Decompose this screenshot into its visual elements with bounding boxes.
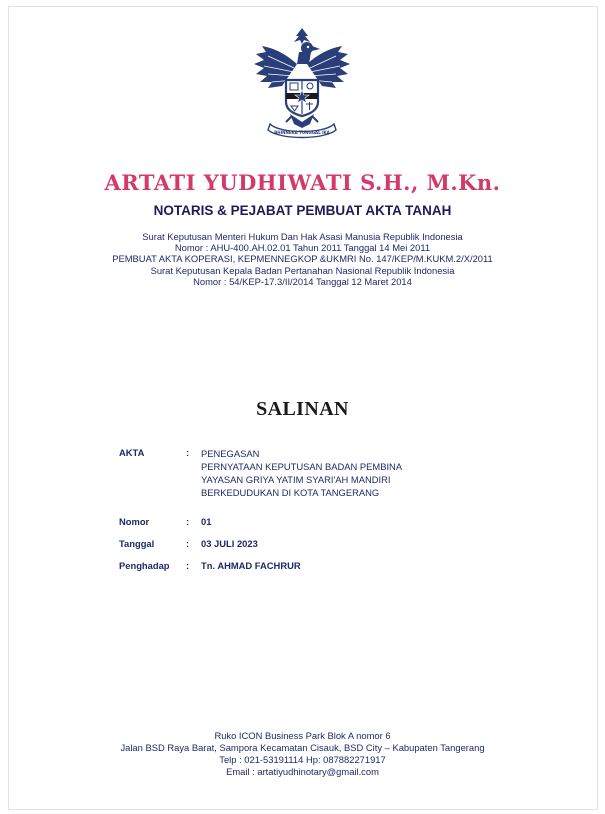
decree-line: PEMBUAT AKTA KOPERASI, KEPMENNEGKOP &UKMRI No. 147/KEP/M.KUKM.2/X/2011: [112, 253, 493, 265]
akta-line: PERNYATAAN KEPUTUSAN BADAN PEMBINA: [201, 461, 403, 472]
nomor-label: Nomor: [119, 516, 150, 527]
penghadap-separator: :: [186, 560, 190, 571]
akta-description: [201, 447, 402, 499]
notary-name: ARTATI YUDHIWATI S.H., M.Kn.: [104, 170, 501, 195]
decree-line: Surat Keputusan Menteri Hukum Dan Hak Asasi Manusia Republik Indonesia: [142, 231, 463, 242]
penghadap-value: Tn. AHMAD FACHRUR: [201, 560, 301, 571]
nomor-separator: :: [186, 516, 190, 527]
garuda-emblem-icon: [250, 24, 354, 140]
tanggal-separator: :: [186, 538, 190, 549]
akta-label: AKTA: [119, 447, 145, 458]
notary-title: NOTARIS & PEJABAT PEMBUAT AKTA TANAH: [153, 203, 452, 218]
tanggal-value: 03 JULI 2023: [201, 538, 258, 549]
penghadap-label: Penghadap: [119, 560, 170, 571]
address-line: Jalan BSD Raya Barat, Sampora Kecamatan Cisauk, BSD City – Kabupaten Tangerang: [120, 742, 485, 753]
decree-line: Nomor : AHU-400.AH.02.01 Tahun 2011 Tanggal 14 Mei 2011: [174, 242, 431, 254]
document-heading: SALINAN: [256, 398, 349, 420]
akta-line: BERKEDUDUKAN DI KOTA TANGERANG: [201, 487, 380, 498]
phone-line: Telp : 021-53191114 Hp: 087882271917: [219, 754, 386, 765]
decree-line: Surat Keputusan Kepala Badan Pertanahan Nasional Republik Indonesia: [150, 264, 455, 276]
office-address: [0, 730, 605, 778]
akta-line: YAYASAN GRIYA YATIM SYARI'AH MANDIRI: [201, 474, 391, 485]
address-line: Ruko ICON Business Park Blok A nomor 6: [214, 730, 391, 741]
akta-separator: :: [186, 447, 190, 458]
nomor-value: 01: [201, 516, 212, 527]
decree-block: [0, 231, 605, 287]
tanggal-label: Tanggal: [119, 538, 155, 549]
email-line: Email : artatiyudhinotary@gmail.com: [226, 766, 379, 777]
emblem-motto: BHINNEKA TUNGGAL IKA: [274, 130, 330, 135]
akta-line: PENEGASAN: [201, 448, 260, 459]
decree-line: Nomor : 54/KEP-17.3/II/2014 Tanggal 12 Maret 2014: [193, 275, 412, 287]
